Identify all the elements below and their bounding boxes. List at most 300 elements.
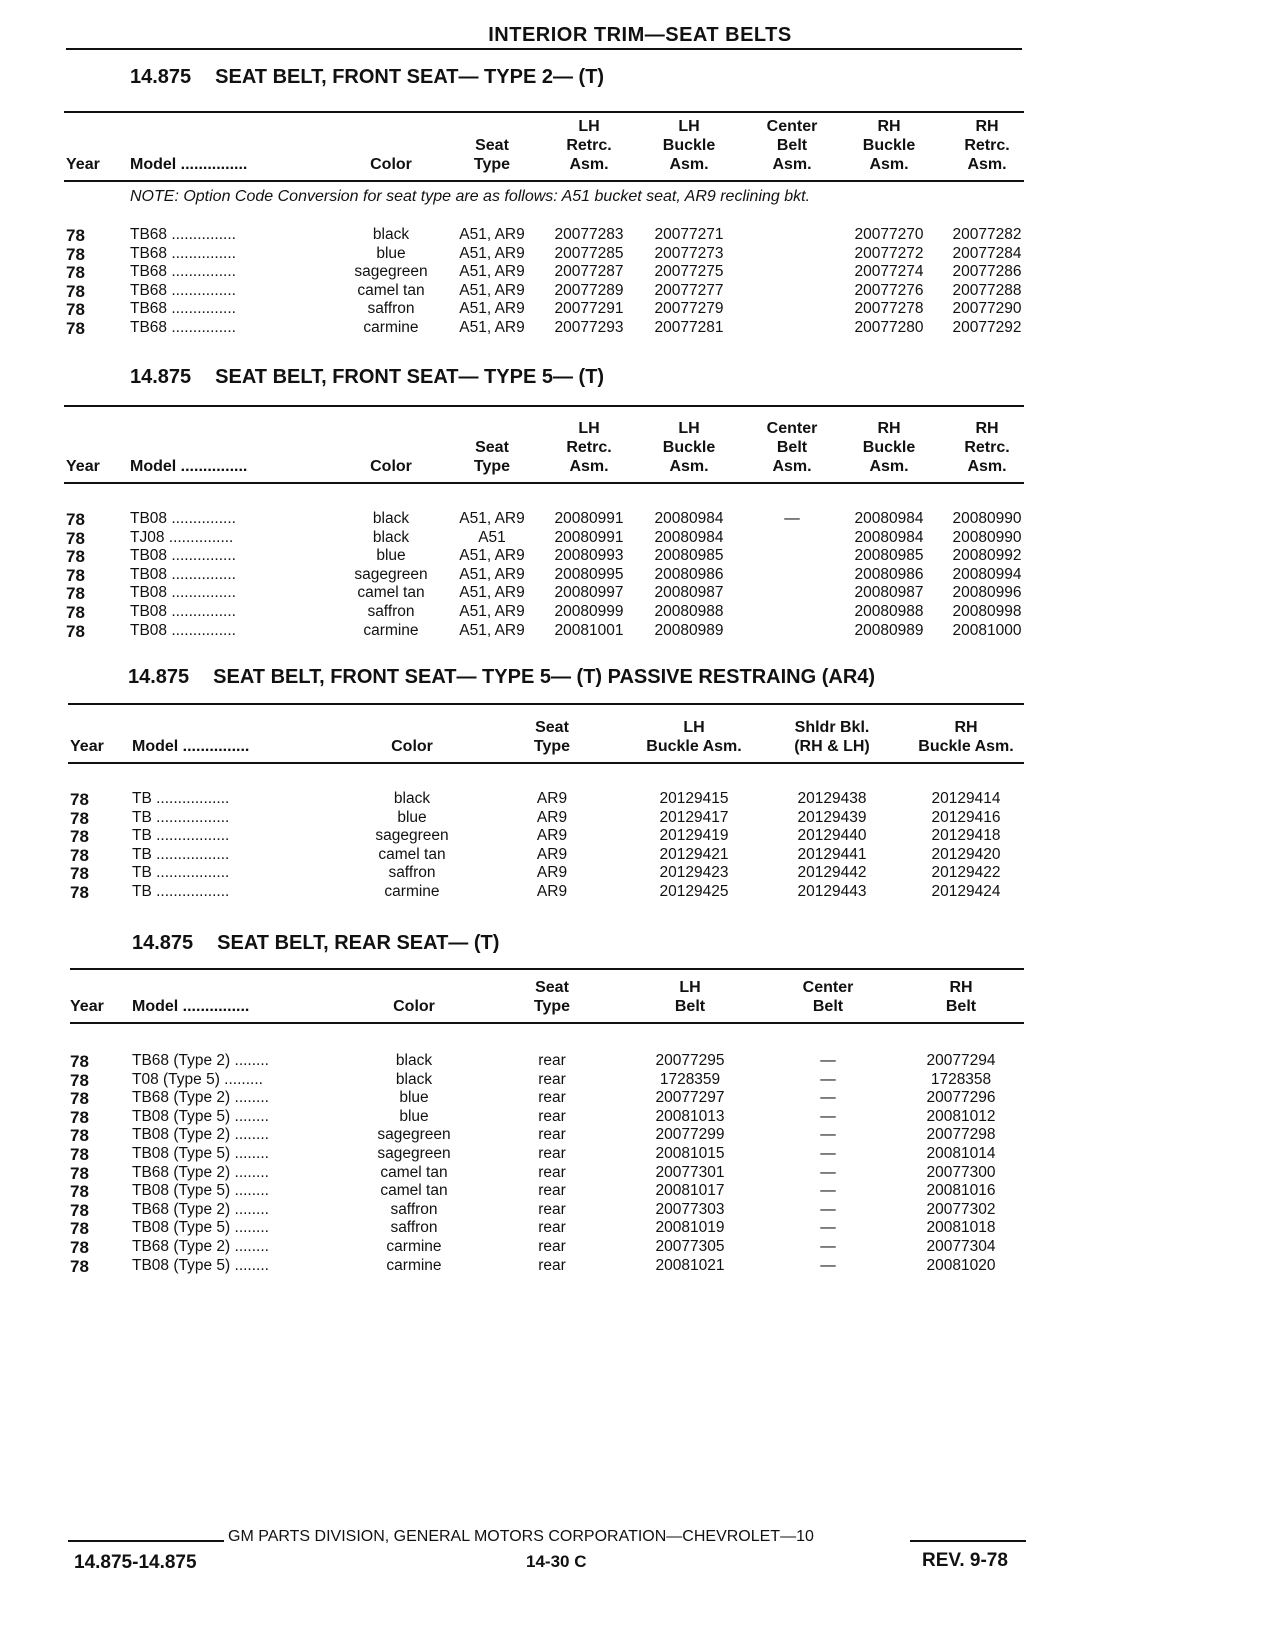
cell-lh-buckle: 20129419 [659, 827, 729, 845]
cell-model: TB68 ............... [130, 319, 236, 336]
cell-color: black [372, 528, 410, 546]
cell-seat: A51, AR9 [459, 244, 525, 262]
cell-model: TB ................. [132, 827, 230, 845]
column-header [346, 457, 436, 476]
cell-year: 78 [66, 565, 85, 585]
cell-model: TB08 (Type 5) ........ [132, 1256, 269, 1274]
section-heading: SEAT BELT, FRONT SEAT— TYPE 2— (T) [215, 66, 605, 88]
column-header [546, 419, 632, 476]
column-header-line: Type [533, 738, 571, 755]
cell-color: camel tan [380, 1182, 448, 1200]
cell-center: — [820, 1126, 836, 1144]
section-title [132, 932, 499, 955]
cell-year: 78 [66, 244, 85, 264]
cell-rh: 1728358 [930, 1070, 992, 1088]
cell-shldr: 20129441 [797, 845, 867, 863]
cell-lh: 20081015 [655, 1145, 725, 1162]
cell-color: camel tan [357, 584, 425, 602]
cell-lh-buckle: 20077279 [654, 300, 724, 318]
option-code-note: NOTE: Option Code Conversion for seat type are as follows: A51 bucket seat, AR9 reclining bkt. [130, 188, 811, 205]
table-row [0, 529, 1280, 548]
cell-model: TB08 ............... [130, 547, 236, 565]
cell-model: TB08 (Type 5) ........ [132, 1219, 269, 1237]
column-header-line: Buckle [862, 439, 916, 456]
column-header-line: RH [975, 118, 999, 135]
column-header-line: LH [578, 118, 600, 135]
cell-rh: 20081014 [926, 1145, 996, 1162]
cell-rh-retrc: 20080996 [952, 584, 1022, 602]
cell-model: TB68 ............... [130, 300, 236, 318]
cell-color: black [393, 790, 431, 807]
column-header [906, 978, 1016, 1016]
cell-rh-retrc: 20080990 [952, 528, 1022, 546]
cell-model: TB68 ............... [130, 244, 236, 262]
cell-year: 78 [70, 883, 89, 902]
column-header-line: Year [70, 998, 104, 1015]
cell-model: TB68 ............... [130, 226, 236, 243]
table-row [0, 1145, 1280, 1164]
cell-lh-buckle: 20077271 [654, 226, 724, 243]
cell-model: TB08 (Type 5) ........ [132, 1145, 269, 1162]
column-header-line: Type [533, 998, 571, 1015]
cell-model: TB ................. [132, 790, 230, 807]
section-number: 14.875 [128, 666, 190, 688]
column-header-line: LH [678, 118, 700, 135]
cell-rh: 20077298 [926, 1126, 996, 1144]
cell-center: — [820, 1089, 836, 1107]
cell-model: TB68 ............... [130, 263, 236, 281]
column-header-line: (RH & LH) [794, 738, 870, 755]
column-header-line: Buckle Asm. [918, 738, 1014, 755]
cell-seat: A51, AR9 [459, 565, 525, 583]
cell-lh: 20077297 [655, 1089, 725, 1107]
column-header [942, 419, 1032, 476]
header-bottom-rule [64, 180, 1024, 182]
cell-year: 78 [66, 281, 85, 301]
cell-lh-buckle: 20080984 [654, 510, 724, 527]
cell-color: carmine [363, 621, 419, 639]
cell-year: 78 [70, 1107, 89, 1127]
column-header-line: RH [975, 420, 999, 437]
table-row [0, 282, 1280, 301]
column-header [132, 737, 364, 756]
cell-seat: A51, AR9 [459, 603, 525, 620]
cell-rh-retrc: 20077284 [952, 244, 1022, 262]
column-header-line: Model ............... [130, 458, 248, 475]
cell-lh-buckle: 20077273 [654, 244, 724, 262]
cell-rh-buckle: 20080984 [854, 528, 924, 546]
section-top-rule [68, 703, 1024, 705]
cell-year: 78 [66, 584, 85, 604]
cell-seat: AR9 [536, 790, 568, 807]
cell-model: TB ................. [132, 883, 230, 900]
cell-model: TB ................. [132, 845, 230, 863]
cell-seat: A51, AR9 [459, 510, 525, 527]
cell-year: 78 [66, 319, 85, 338]
cell-model: TB ................. [132, 864, 230, 882]
column-header-line: RH [949, 979, 973, 996]
section-top-rule [70, 968, 1024, 970]
cell-seat: rear [538, 1089, 566, 1107]
cell-year: 78 [70, 1256, 89, 1276]
cell-color: carmine [363, 319, 419, 336]
cell-rh: 20081018 [926, 1219, 996, 1237]
column-header-line: LH [683, 719, 705, 736]
table-row [0, 809, 1280, 828]
column-header-line: Asm. [669, 156, 709, 173]
cell-seat: A51, AR9 [459, 300, 525, 318]
cell-model: TJ08 ............... [130, 528, 234, 546]
cell-lh-buckle: 20077281 [654, 319, 724, 336]
cell-model: TB08 (Type 5) ........ [132, 1182, 269, 1200]
cell-year: 78 [66, 300, 85, 320]
cell-lh-retrc: 20080997 [554, 584, 624, 602]
footer-revision: REV. 9-78 [922, 1550, 1008, 1571]
cell-rh-buckle: 20080985 [854, 547, 924, 565]
footer-group-range: 14.875-14.875 [74, 1552, 197, 1573]
column-header-line: Belt [812, 998, 844, 1015]
column-header-line: Asm. [569, 156, 609, 173]
cell-color: black [395, 1052, 433, 1069]
section-top-rule [64, 111, 1024, 113]
table-row [0, 1108, 1280, 1127]
cell-rh-buckle: 20129416 [931, 808, 1001, 826]
cell-lh-buckle: 20080988 [654, 603, 724, 620]
column-header [546, 117, 632, 174]
cell-lh-buckle: 20077277 [654, 281, 724, 299]
cell-seat: rear [538, 1052, 566, 1069]
cell-model: TB68 (Type 2) ........ [132, 1052, 269, 1069]
cell-center: — [820, 1238, 836, 1255]
cell-lh-retrc: 20077293 [554, 319, 624, 336]
cell-model: TB68 (Type 2) ........ [132, 1238, 269, 1255]
cell-year: 78 [70, 1070, 89, 1090]
column-header-line: Retrc. [566, 137, 612, 154]
cell-seat: AR9 [536, 827, 568, 845]
section-heading: SEAT BELT, FRONT SEAT— TYPE 5— (T) PASSIVE RESTRAING (AR4) [213, 666, 876, 688]
column-header [752, 117, 832, 174]
cell-seat: AR9 [536, 808, 568, 826]
cell-shldr: 20129440 [797, 827, 867, 845]
cell-year: 78 [70, 808, 89, 828]
cell-year: 78 [70, 1182, 89, 1202]
header-bottom-rule [64, 482, 1024, 484]
cell-color: saffron [367, 603, 415, 620]
cell-color: sagegreen [377, 1126, 451, 1144]
cell-color: saffron [390, 1219, 438, 1237]
page-title: INTERIOR TRIM—SEAT BELTS [488, 24, 792, 46]
cell-rh: 20077304 [926, 1238, 996, 1255]
cell-lh: 20081013 [655, 1107, 725, 1125]
section-title [128, 666, 875, 689]
cell-seat: rear [538, 1163, 566, 1181]
column-header-line: Year [66, 156, 100, 173]
cell-year: 78 [70, 1163, 89, 1183]
cell-lh-retrc: 20080993 [554, 547, 624, 565]
column-header [906, 718, 1026, 756]
column-header-line: Asm. [772, 156, 812, 173]
cell-center: — [820, 1145, 836, 1162]
cell-rh-buckle: 20077278 [854, 300, 924, 318]
cell-rh: 20077294 [926, 1052, 996, 1069]
column-header [130, 457, 362, 476]
table-row [0, 790, 1280, 809]
cell-rh: 20077302 [926, 1200, 996, 1218]
cell-rh-buckle: 20077272 [854, 244, 924, 262]
section-heading: SEAT BELT, REAR SEAT— (T) [217, 932, 500, 954]
cell-lh: 20077305 [655, 1238, 725, 1255]
column-header-line: Center [802, 979, 854, 996]
header-bottom-rule [68, 762, 1024, 764]
cell-center: — [820, 1107, 836, 1125]
cell-center: — [820, 1070, 836, 1088]
cell-lh-buckle: 20129415 [659, 790, 729, 807]
cell-model: TB08 ............... [130, 565, 236, 583]
section-top-rule [64, 405, 1024, 407]
section-title [130, 366, 604, 389]
cell-rh-buckle: 20080984 [854, 510, 924, 527]
column-header-line: Seat [535, 979, 569, 996]
column-header-line: LH [678, 420, 700, 437]
column-header [346, 155, 436, 174]
cell-lh-retrc: 20080991 [554, 528, 624, 546]
cell-seat: rear [538, 1107, 566, 1125]
table-row [0, 1071, 1280, 1090]
footer-rule-left [68, 1540, 224, 1542]
cell-seat: rear [538, 1256, 566, 1274]
cell-rh-retrc: 20080990 [952, 510, 1022, 527]
header-bottom-rule [70, 1022, 1024, 1024]
section-heading: SEAT BELT, FRONT SEAT— TYPE 5— (T) [215, 366, 605, 388]
cell-rh-retrc: 20077282 [952, 226, 1022, 243]
cell-rh-buckle: 20077276 [854, 281, 924, 299]
cell-lh-buckle: 20080989 [654, 621, 724, 639]
column-header-line: Seat [475, 439, 509, 456]
column-header-line: Belt [776, 137, 808, 154]
cell-model: TB08 ............... [130, 510, 236, 527]
cell-color: blue [376, 547, 406, 565]
column-header [70, 737, 110, 756]
cell-model: T08 (Type 5) ......... [132, 1070, 263, 1088]
cell-model: TB ................. [132, 808, 230, 826]
cell-year: 78 [70, 790, 89, 809]
column-header-line: Retrc. [964, 439, 1010, 456]
column-header-line: Seat [535, 719, 569, 736]
cell-lh-buckle: 20080987 [654, 584, 724, 602]
cell-rh-buckle: 20080989 [854, 621, 924, 639]
column-header-line: Belt [674, 998, 706, 1015]
cell-year: 78 [66, 226, 85, 245]
cell-lh: 20081017 [655, 1182, 725, 1200]
cell-model: TB68 (Type 2) ........ [132, 1163, 269, 1181]
cell-color: black [372, 226, 410, 243]
column-header-line: Center [766, 118, 818, 135]
cell-color: black [372, 510, 410, 527]
column-header-line: Buckle [862, 137, 916, 154]
table-row [0, 603, 1280, 622]
cell-shldr: 20129442 [797, 864, 867, 882]
cell-lh-buckle: 20129417 [659, 808, 729, 826]
cell-lh-buckle: 20129425 [659, 883, 729, 900]
column-header [772, 718, 892, 756]
cell-color: carmine [386, 1256, 442, 1274]
cell-color: sagegreen [354, 565, 428, 583]
cell-year: 78 [70, 1089, 89, 1109]
cell-rh: 20081016 [926, 1182, 996, 1200]
column-header [512, 718, 592, 756]
column-header-line: Asm. [669, 458, 709, 475]
cell-seat: rear [538, 1145, 566, 1162]
column-header-line: Type [473, 156, 511, 173]
table-row [0, 547, 1280, 566]
footer-rule-right [910, 1540, 1026, 1542]
cell-rh-retrc: 20081000 [952, 621, 1022, 639]
column-header-line: Buckle [662, 439, 716, 456]
title-rule [66, 48, 1022, 50]
column-header [364, 997, 464, 1016]
column-header-line: Color [391, 738, 433, 755]
table-row [0, 883, 1280, 902]
cell-model: TB08 ............... [130, 603, 236, 620]
column-header-line: Model ............... [132, 738, 250, 755]
table-row [0, 566, 1280, 585]
cell-color: saffron [367, 300, 415, 318]
cell-shldr: 20129439 [797, 808, 867, 826]
cell-seat: A51, AR9 [459, 621, 525, 639]
cell-center: — [820, 1182, 836, 1200]
column-header-line: Belt [776, 439, 808, 456]
cell-seat: AR9 [536, 864, 568, 882]
cell-year: 78 [66, 603, 85, 622]
section-number: 14.875 [132, 932, 194, 954]
cell-seat: A51, AR9 [459, 319, 525, 336]
cell-rh: 20081012 [926, 1107, 996, 1125]
cell-color: blue [399, 1089, 429, 1107]
table-row [0, 319, 1280, 338]
column-header-line: LH [679, 979, 701, 996]
column-header-line: Retrc. [964, 137, 1010, 154]
column-header-line: Asm. [967, 156, 1007, 173]
cell-center: — [820, 1200, 836, 1218]
cell-year: 78 [70, 827, 89, 847]
cell-seat: AR9 [536, 883, 568, 900]
cell-year: 78 [70, 1219, 89, 1239]
cell-seat: A51, AR9 [459, 263, 525, 281]
table-row [0, 864, 1280, 883]
cell-seat: A51, AR9 [459, 226, 525, 243]
cell-lh-buckle: 20077275 [654, 263, 724, 281]
cell-color: camel tan [380, 1163, 448, 1181]
column-header [844, 117, 934, 174]
cell-year: 78 [70, 1238, 89, 1257]
table-row [0, 1052, 1280, 1071]
column-header [942, 117, 1032, 174]
column-header-line: LH [578, 420, 600, 437]
table-row [0, 510, 1280, 529]
cell-lh-retrc: 20080999 [554, 603, 624, 620]
column-header-line: Model ............... [130, 156, 248, 173]
cell-center: — [784, 510, 800, 527]
column-header [452, 136, 532, 174]
cell-color: saffron [390, 1200, 438, 1218]
cell-color: carmine [386, 1238, 442, 1255]
column-header-line: Type [473, 458, 511, 475]
cell-year: 78 [66, 263, 85, 283]
table-row [0, 1164, 1280, 1183]
column-header-line: RH [877, 420, 901, 437]
table-row [0, 1238, 1280, 1257]
cell-year: 78 [70, 1052, 89, 1071]
column-header [452, 438, 532, 476]
cell-year: 78 [66, 621, 85, 641]
cell-rh-buckle: 20080988 [854, 603, 924, 620]
cell-rh-buckle: 20129422 [931, 864, 1001, 882]
cell-lh-retrc: 20077285 [554, 244, 624, 262]
cell-year: 78 [70, 1126, 89, 1146]
cell-rh: 20081020 [926, 1256, 996, 1274]
column-header-line: Color [370, 156, 412, 173]
cell-year: 78 [70, 1200, 89, 1220]
cell-lh: 20077295 [655, 1052, 725, 1069]
cell-shldr: 20129443 [797, 883, 867, 900]
cell-lh-retrc: 20080991 [554, 510, 624, 527]
column-header [66, 155, 106, 174]
cell-color: sagegreen [354, 263, 428, 281]
cell-rh-buckle: 20080987 [854, 584, 924, 602]
cell-year: 78 [70, 864, 89, 884]
cell-rh-buckle: 20129418 [931, 827, 1001, 845]
column-header-line: Year [70, 738, 104, 755]
column-header-line: Belt [945, 998, 977, 1015]
cell-seat: rear [538, 1238, 566, 1255]
cell-model: TB08 ............... [130, 584, 236, 602]
table-row [0, 622, 1280, 641]
cell-rh-retrc: 20080992 [952, 547, 1022, 565]
column-header [640, 978, 740, 1016]
column-header [512, 978, 592, 1016]
cell-year: 78 [70, 845, 89, 865]
table-row [0, 846, 1280, 865]
cell-color: camel tan [357, 281, 425, 299]
cell-seat: rear [538, 1070, 566, 1088]
cell-rh-retrc: 20080994 [952, 565, 1022, 583]
cell-lh-retrc: 20077291 [554, 300, 624, 318]
cell-lh-buckle: 20129421 [659, 845, 729, 863]
cell-shldr: 20129438 [797, 790, 867, 807]
column-header [644, 419, 734, 476]
cell-lh: 20077301 [655, 1163, 725, 1181]
cell-rh: 20077300 [926, 1163, 996, 1181]
cell-center: — [820, 1163, 836, 1181]
column-header-line: Retrc. [566, 439, 612, 456]
column-header-line: Shldr Bkl. [794, 719, 870, 736]
column-header-line: Model ............... [132, 998, 250, 1015]
cell-seat: rear [538, 1200, 566, 1218]
table-row [0, 1126, 1280, 1145]
column-header-line: Seat [475, 137, 509, 154]
column-header [844, 419, 934, 476]
cell-seat: A51, AR9 [459, 281, 525, 299]
footer-publisher: GM PARTS DIVISION, GENERAL MOTORS CORPORATION—CHEVROLET—10 [228, 1528, 814, 1545]
cell-year: 78 [66, 528, 85, 548]
column-header-line: Asm. [569, 458, 609, 475]
table-row [0, 1219, 1280, 1238]
section-title [130, 66, 604, 89]
cell-color: sagegreen [377, 1145, 451, 1162]
section-number: 14.875 [130, 366, 192, 388]
cell-center: — [820, 1052, 836, 1069]
table-row [0, 584, 1280, 603]
